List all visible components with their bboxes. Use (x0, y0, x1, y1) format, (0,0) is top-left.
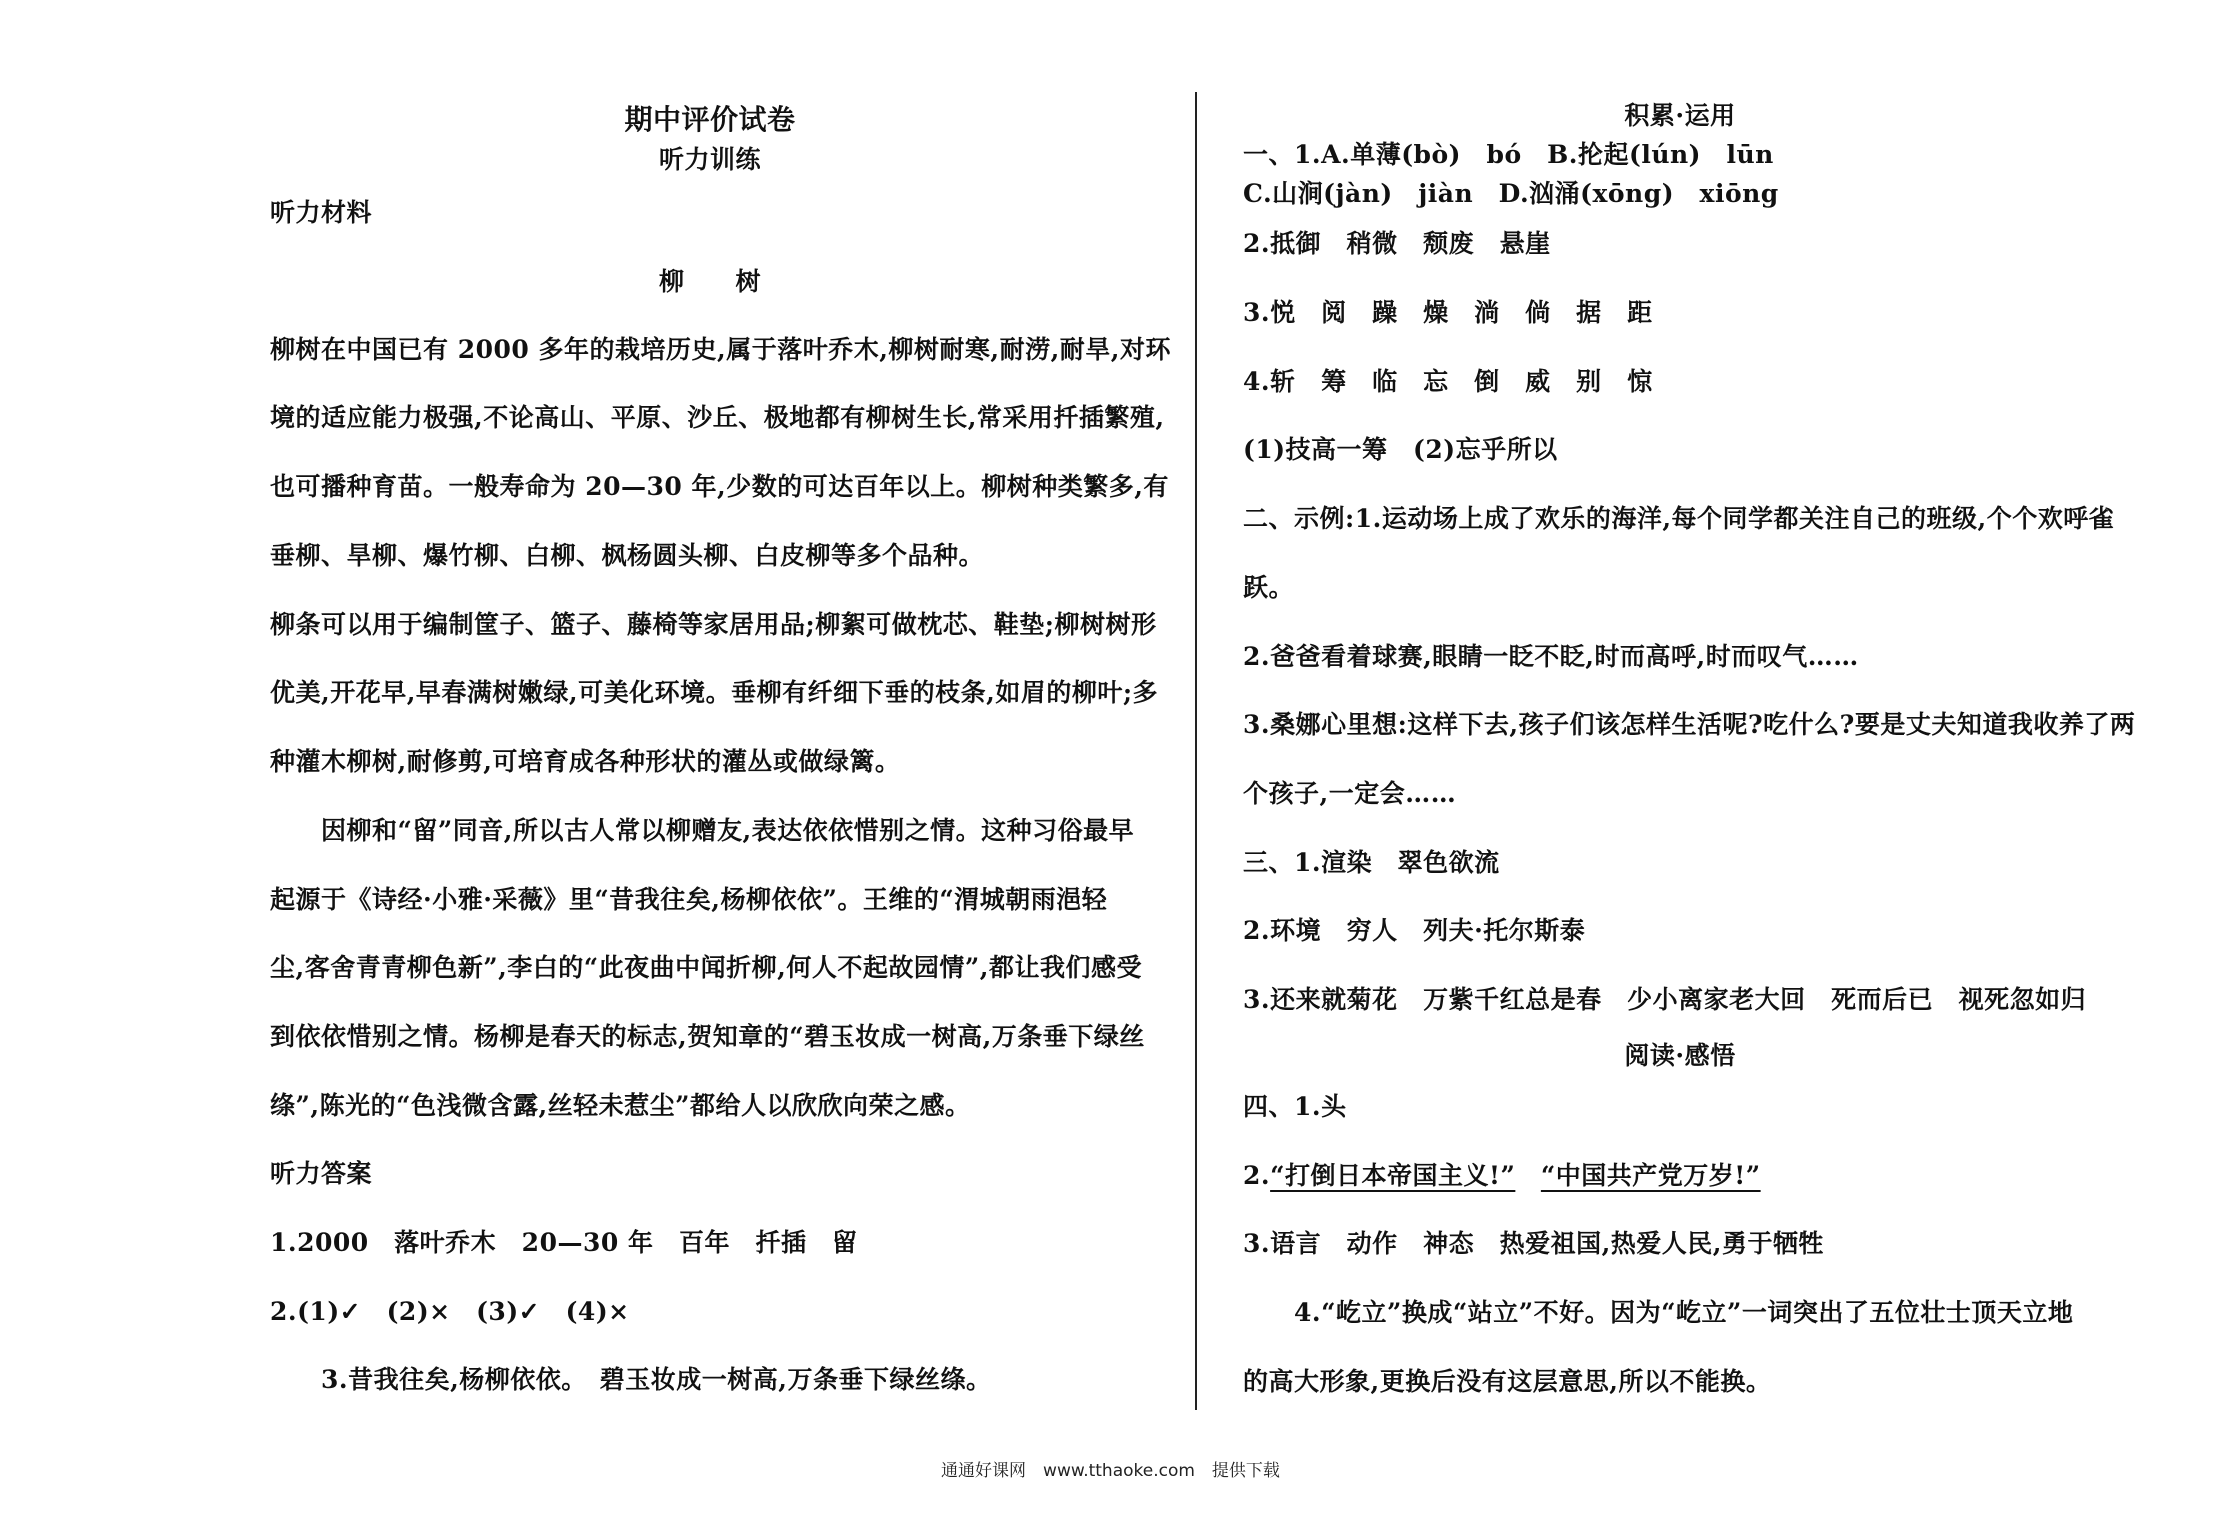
passage-line: 尘,客舍青青柳色新”,李白的“此夜曲中闻折柳,何人不起故园情”,都让我们感受 (270, 953, 1142, 982)
passage-line: 起源于《诗经·小雅·采薇》里“昔我往矣,杨柳依依”。王维的“渭城朝雨浥轻 (270, 885, 1108, 914)
answer-line: 4.“屹立”换成“站立”不好。因为“屹立”一词突出了五位壮士顶天立地 (1243, 1298, 2074, 1327)
answer-line: 2.爸爸看着球赛,眼睛一眨不眨,时而高呼,时而叹气…… (1243, 642, 1859, 671)
page-subtitle: 听力训练 (658, 145, 761, 174)
answer-line: 2.环境 穷人 列夫·托尔斯泰 (1243, 916, 1586, 945)
passage-line: 垂柳、旱柳、爆竹柳、白柳、枫杨圆头柳、白皮柳等多个品种。 (270, 541, 985, 570)
answer-line: 二、示例:1.运动场上成了欢乐的海洋,每个同学都关注自己的班级,个个欢呼雀 (1243, 504, 2115, 533)
passage-line: 种灌木柳树,耐修剪,可培育成各种形状的灌丛或做绿篱。 (270, 747, 901, 776)
answer-line: C.山涧(jàn) jiàn D.汹涌(xōng) xiōng (1243, 179, 1779, 208)
footer-source: 通通好课网 www.tthaoke.com 提供下载 (941, 1461, 1280, 1481)
answer-line: 一、1.A.单薄(bò) bó B.抡起(lún) lūn (1243, 140, 1774, 169)
passage-line: 到依依惜别之情。杨柳是春天的标志,贺知章的“碧玉妆成一树高,万条垂下绿丝 (270, 1022, 1145, 1051)
answer-number: 2. (1243, 1161, 1271, 1190)
passage-line: 柳树在中国已有 2000 多年的栽培历史,属于落叶乔木,柳树耐寒,耐涝,耐旱,对环 (270, 335, 1172, 364)
answer-line: (1)技高一筹 (2)忘乎所以 (1243, 435, 1558, 464)
passage-line: 因柳和“留”同音,所以古人常以柳赠友,表达依依惜别之情。这种习俗最早 (270, 816, 1135, 845)
answer-line: 个孩子,一定会…… (1243, 779, 1457, 808)
page-title: 期中评价试卷 (624, 103, 796, 136)
section-title-reading: 阅读·感悟 (1624, 1041, 1736, 1070)
passage-line: 绦”,陈光的“色浅微含露,丝轻未惹尘”都给人以欣欣向荣之感。 (270, 1091, 971, 1120)
underlined-answer: “中国共产党万岁!” (1540, 1161, 1761, 1190)
answer-line: 2.(1)✓ (2)× (3)✓ (4)× (270, 1297, 630, 1326)
answer-line (1243, 1156, 1761, 1192)
material-label: 听力材料 (270, 198, 373, 227)
passage-line: 也可播种育苗。一般寿命为 20—30 年,少数的可达百年以上。柳树种类繁多,有 (270, 472, 1169, 501)
answer-line: 三、1.渲染 翠色欲流 (1243, 848, 1500, 877)
answer-line: 四、1.头 (1243, 1092, 1347, 1121)
answer-line: 3.还来就菊花 万紫千红总是春 少小离家老大回 死而后已 视死忽如归 (1243, 985, 2087, 1014)
passage-line: 境的适应能力极强,不论高山、平原、沙丘、极地都有柳树生长,常采用扦插繁殖, (270, 403, 1165, 432)
passage-title: 柳 树 (658, 267, 761, 296)
answer-line: 跃。 (1243, 573, 1295, 602)
answer-line: 3.桑娜心里想:这样下去,孩子们该怎样生活呢?吃什么?要是丈夫知道我收养了两 (1243, 710, 2136, 739)
passage-line: 柳条可以用于编制筐子、篮子、藤椅等家居用品;柳絮可做枕芯、鞋垫;柳树树形 (270, 610, 1157, 639)
underlined-answer: “打倒日本帝国主义!” (1270, 1161, 1516, 1190)
passage-line: 优美,开花早,早春满树嫩绿,可美化环境。垂柳有纤细下垂的枝条,如眉的柳叶;多 (270, 678, 1159, 707)
answer-line: 2.抵御 稍微 颓废 悬崖 (1243, 229, 1551, 258)
answer-line: 的高大形象,更换后没有这层意思,所以不能换。 (1243, 1367, 1772, 1396)
answer-line: 4.斩 筹 临 忘 倒 威 别 惊 (1243, 367, 1653, 396)
answer-line: 3.昔我往矣,杨柳依依。 碧玉妆成一树高,万条垂下绿丝绦。 (270, 1365, 992, 1394)
answer-line: 1.2000 落叶乔木 20—30 年 百年 扦插 留 (270, 1228, 858, 1257)
answer-line: 3.语言 动作 神态 热爱祖国,热爱人民,勇于牺牲 (1243, 1229, 1825, 1258)
section-title-accumulation: 积累·运用 (1624, 101, 1736, 130)
answer-label: 听力答案 (270, 1159, 373, 1188)
answer-line: 3.悦 阅 躁 燥 淌 倘 据 距 (1243, 298, 1653, 327)
column-divider (1195, 92, 1197, 1410)
